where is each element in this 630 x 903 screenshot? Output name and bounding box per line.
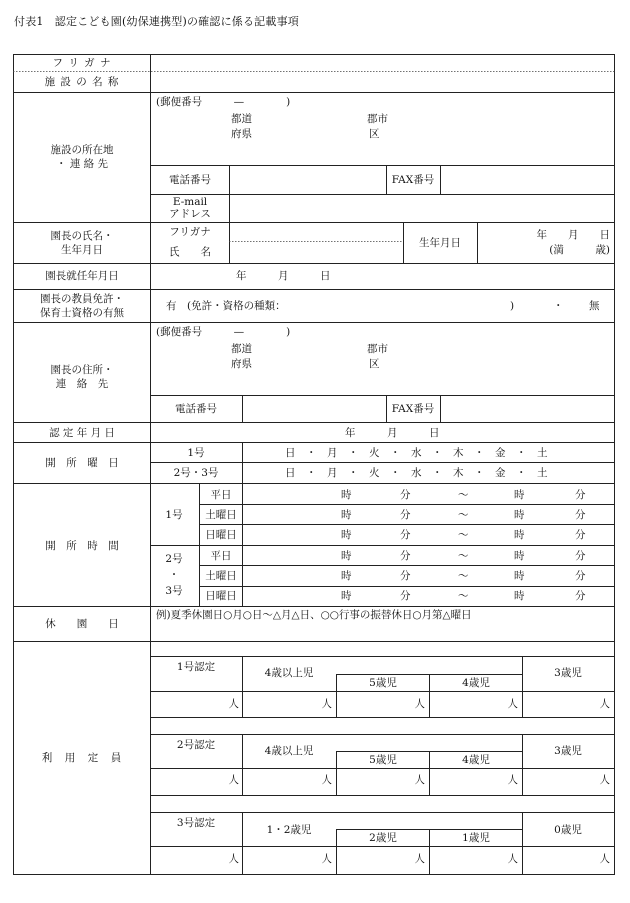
director-furigana-label: フリガナ	[169, 226, 211, 238]
capacity-person-unit: 人	[321, 853, 332, 865]
license-close-paren: )	[510, 300, 515, 312]
hours-start-minute: 分	[400, 570, 411, 582]
license-dot: ・	[553, 300, 564, 312]
hours-end-hour: 時	[514, 550, 525, 562]
facility-address-label-2: ・ 連 絡 先	[55, 158, 109, 170]
hours-start-minute: 分	[400, 489, 411, 501]
capacity-sub-label: 5歳児	[369, 677, 397, 689]
capacity-person-unit: 人	[228, 698, 239, 710]
open-days-row-2-days: 日 ・ 月 ・ 火 ・ 水 ・ 木 ・ 金 ・ 土	[285, 467, 548, 479]
open-days-row-1-label: 1号	[187, 447, 205, 459]
capacity-sub-label: 1歳児	[462, 832, 490, 844]
open-hours-group-1: 1号	[165, 509, 183, 521]
hours-day-type: 土曜日	[205, 570, 237, 582]
capacity-person-unit: 人	[599, 698, 610, 710]
facility-todofuken-2: 府県	[231, 128, 252, 140]
director-phone-field[interactable]	[244, 397, 384, 420]
capacity-label: 利 用 定 員	[41, 752, 123, 764]
facility-phone-field[interactable]	[231, 167, 384, 192]
facility-phone-label: 電話番号	[169, 174, 211, 186]
license-value: 有 (免許・資格の種類：	[166, 300, 286, 312]
hours-end-minute: 分	[575, 590, 586, 602]
open-days-row-1-days: 日 ・ 月 ・ 火 ・ 水 ・ 木 ・ 金 ・ 土	[285, 447, 548, 459]
capacity-cert-label: 3号認定	[176, 817, 216, 829]
director-fax-label: FAX番号	[391, 403, 435, 415]
capacity-group-label: 1・2歳児	[266, 824, 312, 836]
hours-start-minute: 分	[400, 550, 411, 562]
hours-tilde: 〜	[458, 590, 469, 602]
hours-day-type: 土曜日	[205, 509, 237, 521]
capacity-cert-label: 2号認定	[176, 739, 216, 751]
hours-start-hour: 時	[341, 570, 352, 582]
hours-start-minute: 分	[400, 529, 411, 541]
facility-todofuken-1: 都道	[231, 113, 252, 125]
facility-fax-field[interactable]	[442, 167, 612, 192]
capacity-person-unit: 人	[599, 774, 610, 786]
facility-postal-code: (郵便番号 — )	[156, 96, 291, 108]
capacity-person-unit: 人	[414, 698, 425, 710]
director-gunshi: 郡市	[367, 343, 388, 355]
open-days-row-2-label: 2号・3号	[173, 467, 219, 479]
facility-furigana-field[interactable]	[152, 56, 612, 70]
director-name-field[interactable]	[231, 243, 401, 261]
capacity-group-label: 4歳以上児	[264, 745, 314, 757]
capacity-sub-label: 4歳児	[462, 754, 490, 766]
hours-end-minute: 分	[575, 529, 586, 541]
director-ku: 区	[369, 358, 380, 370]
hours-start-hour: 時	[341, 489, 352, 501]
certification-ymd: 年 月 日	[345, 427, 440, 439]
hours-end-minute: 分	[575, 489, 586, 501]
capacity-last-label: 3歳児	[554, 745, 582, 757]
facility-gunshi: 郡市	[367, 113, 388, 125]
director-fax-field[interactable]	[442, 397, 612, 420]
hours-start-hour: 時	[341, 590, 352, 602]
holidays-example: 例)夏季休園日○月○日〜△月△日、○○行事の振替休日○月第△曜日	[156, 609, 472, 621]
facility-address-label-1: 施設の所在地	[50, 144, 114, 156]
hours-start-hour: 時	[341, 550, 352, 562]
capacity-person-unit: 人	[228, 853, 239, 865]
capacity-person-unit: 人	[599, 853, 610, 865]
certification-label: 認 定 年 月 日	[49, 427, 115, 439]
hours-start-hour: 時	[341, 529, 352, 541]
hours-start-hour: 時	[341, 509, 352, 521]
director-todofuken-1: 都道	[231, 343, 252, 355]
capacity-sub-label: 4歳児	[462, 677, 490, 689]
capacity-person-unit: 人	[321, 774, 332, 786]
facility-fax-label: FAX番号	[391, 174, 435, 186]
hours-end-hour: 時	[514, 509, 525, 521]
facility-ku: 区	[369, 128, 380, 140]
capacity-person-unit: 人	[507, 698, 518, 710]
hours-day-type: 平日	[210, 550, 232, 562]
hours-end-hour: 時	[514, 570, 525, 582]
open-hours-group-2c: 3号	[165, 585, 183, 597]
hours-end-hour: 時	[514, 489, 525, 501]
license-label-1: 園長の教員免許・	[40, 293, 124, 305]
hours-end-minute: 分	[575, 509, 586, 521]
open-hours-group-2a: 2号	[165, 553, 183, 565]
director-name-label-2: 生年月日	[61, 244, 103, 256]
hours-start-minute: 分	[400, 509, 411, 521]
facility-name-field[interactable]	[152, 74, 612, 90]
hours-end-hour: 時	[514, 529, 525, 541]
director-postal-code: (郵便番号 — )	[156, 326, 291, 338]
director-shimei-label: 氏 名	[169, 246, 211, 258]
director-birth-label: 生年月日	[419, 237, 461, 249]
director-name-label-1: 園長の氏名・	[50, 230, 114, 242]
holidays-label: 休 園 日	[45, 618, 119, 630]
capacity-person-unit: 人	[414, 774, 425, 786]
hours-start-minute: 分	[400, 590, 411, 602]
furigana-label: フ リ ガ ナ	[52, 57, 112, 69]
director-todofuken-2: 府県	[231, 358, 252, 370]
facility-name-label: 施 設 の 名 称	[44, 76, 120, 88]
license-none: 無	[589, 300, 600, 312]
capacity-group-label: 4歳以上児	[264, 667, 314, 679]
hours-tilde: 〜	[458, 489, 469, 501]
hours-end-minute: 分	[575, 550, 586, 562]
open-days-label: 開 所 曜 日	[45, 457, 119, 469]
capacity-person-unit: 人	[321, 698, 332, 710]
facility-email-field[interactable]	[231, 196, 612, 221]
open-hours-group-2b: ・	[168, 569, 180, 581]
director-home-label-1: 園長の住所・	[50, 364, 114, 376]
hours-tilde: 〜	[458, 509, 469, 521]
license-label-2: 保育士資格の有無	[40, 307, 124, 319]
appointed-ymd: 年 月 日	[236, 270, 331, 282]
capacity-person-unit: 人	[414, 853, 425, 865]
director-furigana-field[interactable]	[231, 224, 401, 240]
hours-day-type: 日曜日	[205, 590, 237, 602]
capacity-person-unit: 人	[507, 774, 518, 786]
capacity-person-unit: 人	[507, 853, 518, 865]
appointed-label: 園長就任年月日	[45, 270, 119, 282]
capacity-last-label: 3歳児	[554, 667, 582, 679]
capacity-person-unit: 人	[228, 774, 239, 786]
director-home-label-2: 連 絡 先	[55, 378, 109, 390]
capacity-sub-label: 2歳児	[369, 832, 397, 844]
hours-end-hour: 時	[514, 590, 525, 602]
hours-end-minute: 分	[575, 570, 586, 582]
hours-tilde: 〜	[458, 550, 469, 562]
capacity-cert-label: 1号認定	[176, 661, 216, 673]
open-hours-label: 開 所 時 間	[45, 540, 119, 552]
hours-day-type: 日曜日	[205, 529, 237, 541]
capacity-last-label: 0歳児	[554, 824, 582, 836]
hours-day-type: 平日	[210, 489, 232, 501]
facility-email-label-1: E-mail	[172, 196, 208, 208]
hours-tilde: 〜	[458, 529, 469, 541]
director-phone-label: 電話番号	[175, 403, 217, 415]
capacity-sub-label: 5歳児	[369, 754, 397, 766]
hours-tilde: 〜	[458, 570, 469, 582]
facility-email-label-2: アドレス	[169, 208, 211, 220]
page-title: 付表1 認定こども園(幼保連携型)の確認に係る記載事項	[14, 15, 299, 28]
director-birth-ymd: 年 月 日	[536, 229, 610, 241]
director-age: (満 歳)	[549, 244, 610, 256]
